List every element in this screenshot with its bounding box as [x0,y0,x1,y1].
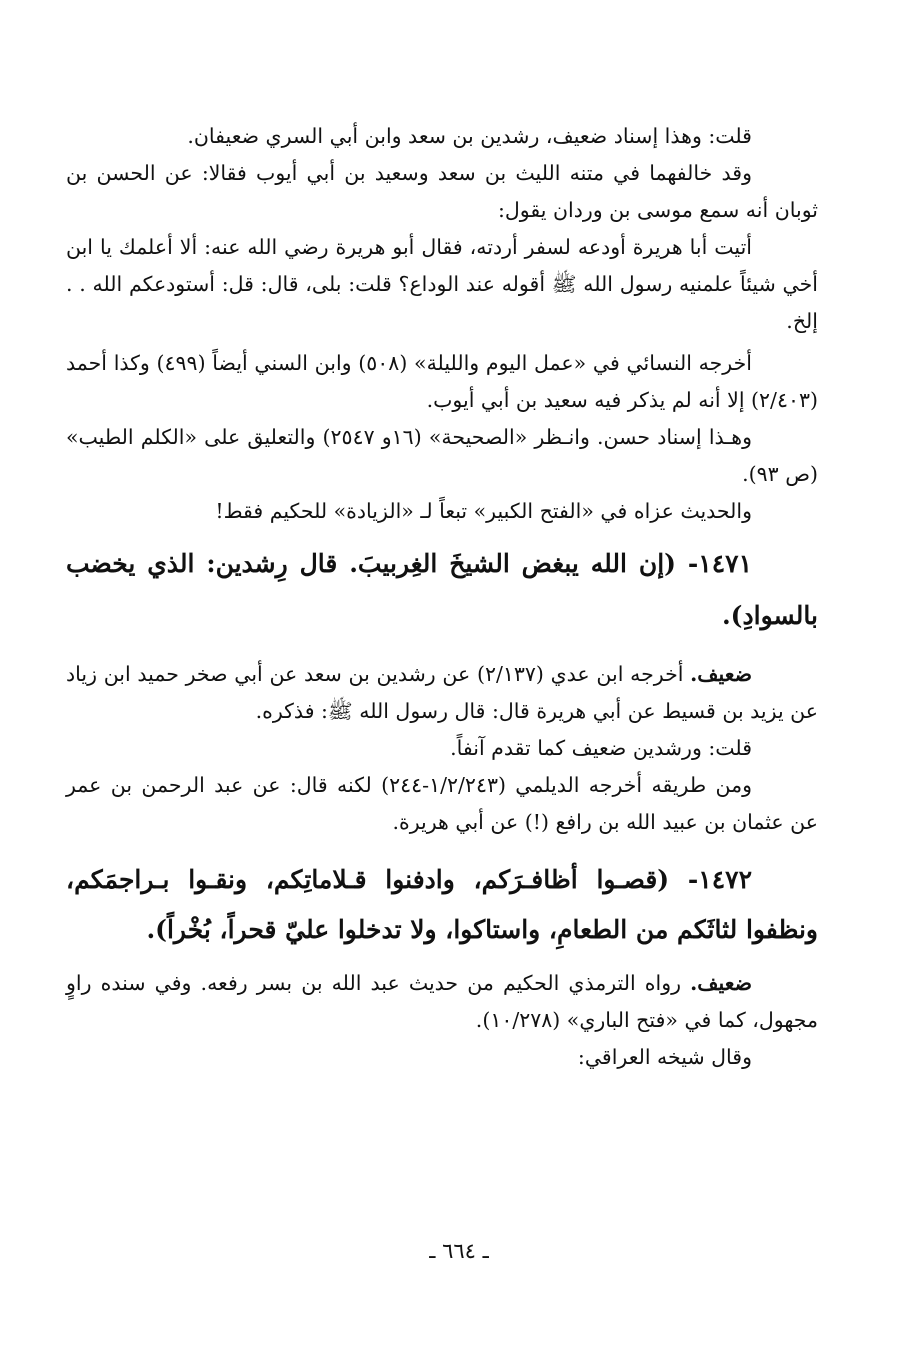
hadith-1472-paragraph-2: وقال شيخه العراقي: [577,1045,752,1069]
hadith-1471-takhrij: أخرجه ابن عدي (٢/١٣٧) عن رشدين بن سعد عن أبي صخر حميد ابن زياد عن يزيد بن قسيط عن أبي هريرة قال: قال رسول الله ﷺ: فذكره. [66,662,818,723]
hadith-1472-takhrij: رواه الترمذي الحكيم من حديث عبد الله بن بسر رفعه. وفي سنده راوٍ مجهول، كما في «فتح الباري» (١٠/٢٧٨). [66,971,818,1032]
page-number: ـ ٦٦٤ ـ [429,1239,489,1263]
hadith-1472-heading: ١٤٧٢- (قصـوا أظافـرَكم، وادفنوا قـلاماتِكم، ونقـوا بـراجمَكم، ونظفوا لثاثَكم من الطعامِ، واستاكوا، ولا تدخلوا عليّ قحراً، بُخْراً). [66,865,818,944]
hadith-1471-paragraph-3: ومن طريقه أخرجه الديلمي (١/٢/٢٤٣-٢٤٤) لكنه قال: عن عبد الرحمن بن عمر عن عثمان بن عبيد الله بن رافع (!) عن أبي هريرة. [66,773,818,834]
paragraph-3: أتيت أبا هريرة أودعه لسفر أردته، فقال أبو هريرة رضي الله عنه: ألا أعلمك يا ابن أخي شيئاً علمنيه رسول الله ﷺ أقوله عند الوداع؟ قلت: بلى، قال: قل: أستودعكم الله . . إلخ. [66,235,818,333]
hadith-1471-paragraph-1 [66,656,818,730]
hadith-1472-grade: ضعيف. [690,971,752,995]
paragraph-6: والحديث عزاه في «الفتح الكبير» تبعاً لـ «الزيادة» للحكيم فقط! [215,499,752,523]
paragraph-2: وقد خالفهما في متنه الليث بن سعد وسعيد بن أبي أيوب فقالا: عن الحسن بن ثوبان أنه سمع موسى بن وردان يقول: [66,161,818,222]
hadith-1471-grade: ضعيف. [690,662,752,686]
hadith-1471-heading: ١٤٧١- (إن الله يبغض الشيخَ الغِربيبَ. قال رِشدين: الذي يخضب بالسوادِ). [66,549,818,630]
paragraph-4: أخرجه النسائي في «عمل اليوم والليلة» (٥٠٨) وابن السني أيضاً (٤٩٩) وكذا أحمد (٢/٤٠٣) إلا أنه لم يذكر فيه سعيد بن أبي أيوب. [66,351,818,412]
paragraph-1: قلت: وهذا إسناد ضعيف، رشدين بن سعد وابن أبي السري ضعيفان. [187,124,752,148]
hadith-1472-paragraph-1 [66,965,818,1039]
hadith-1471-paragraph-2: قلت: ورشدين ضعيف كما تقدم آنفاً. [450,736,752,760]
paragraph-5: وهـذا إسناد حسن. وانـظر «الصحيحة» (١٦و ٢٥٤٧) والتعليق على «الكلم الطيب» (ص ٩٣). [66,425,818,486]
page-body [66,118,818,1076]
